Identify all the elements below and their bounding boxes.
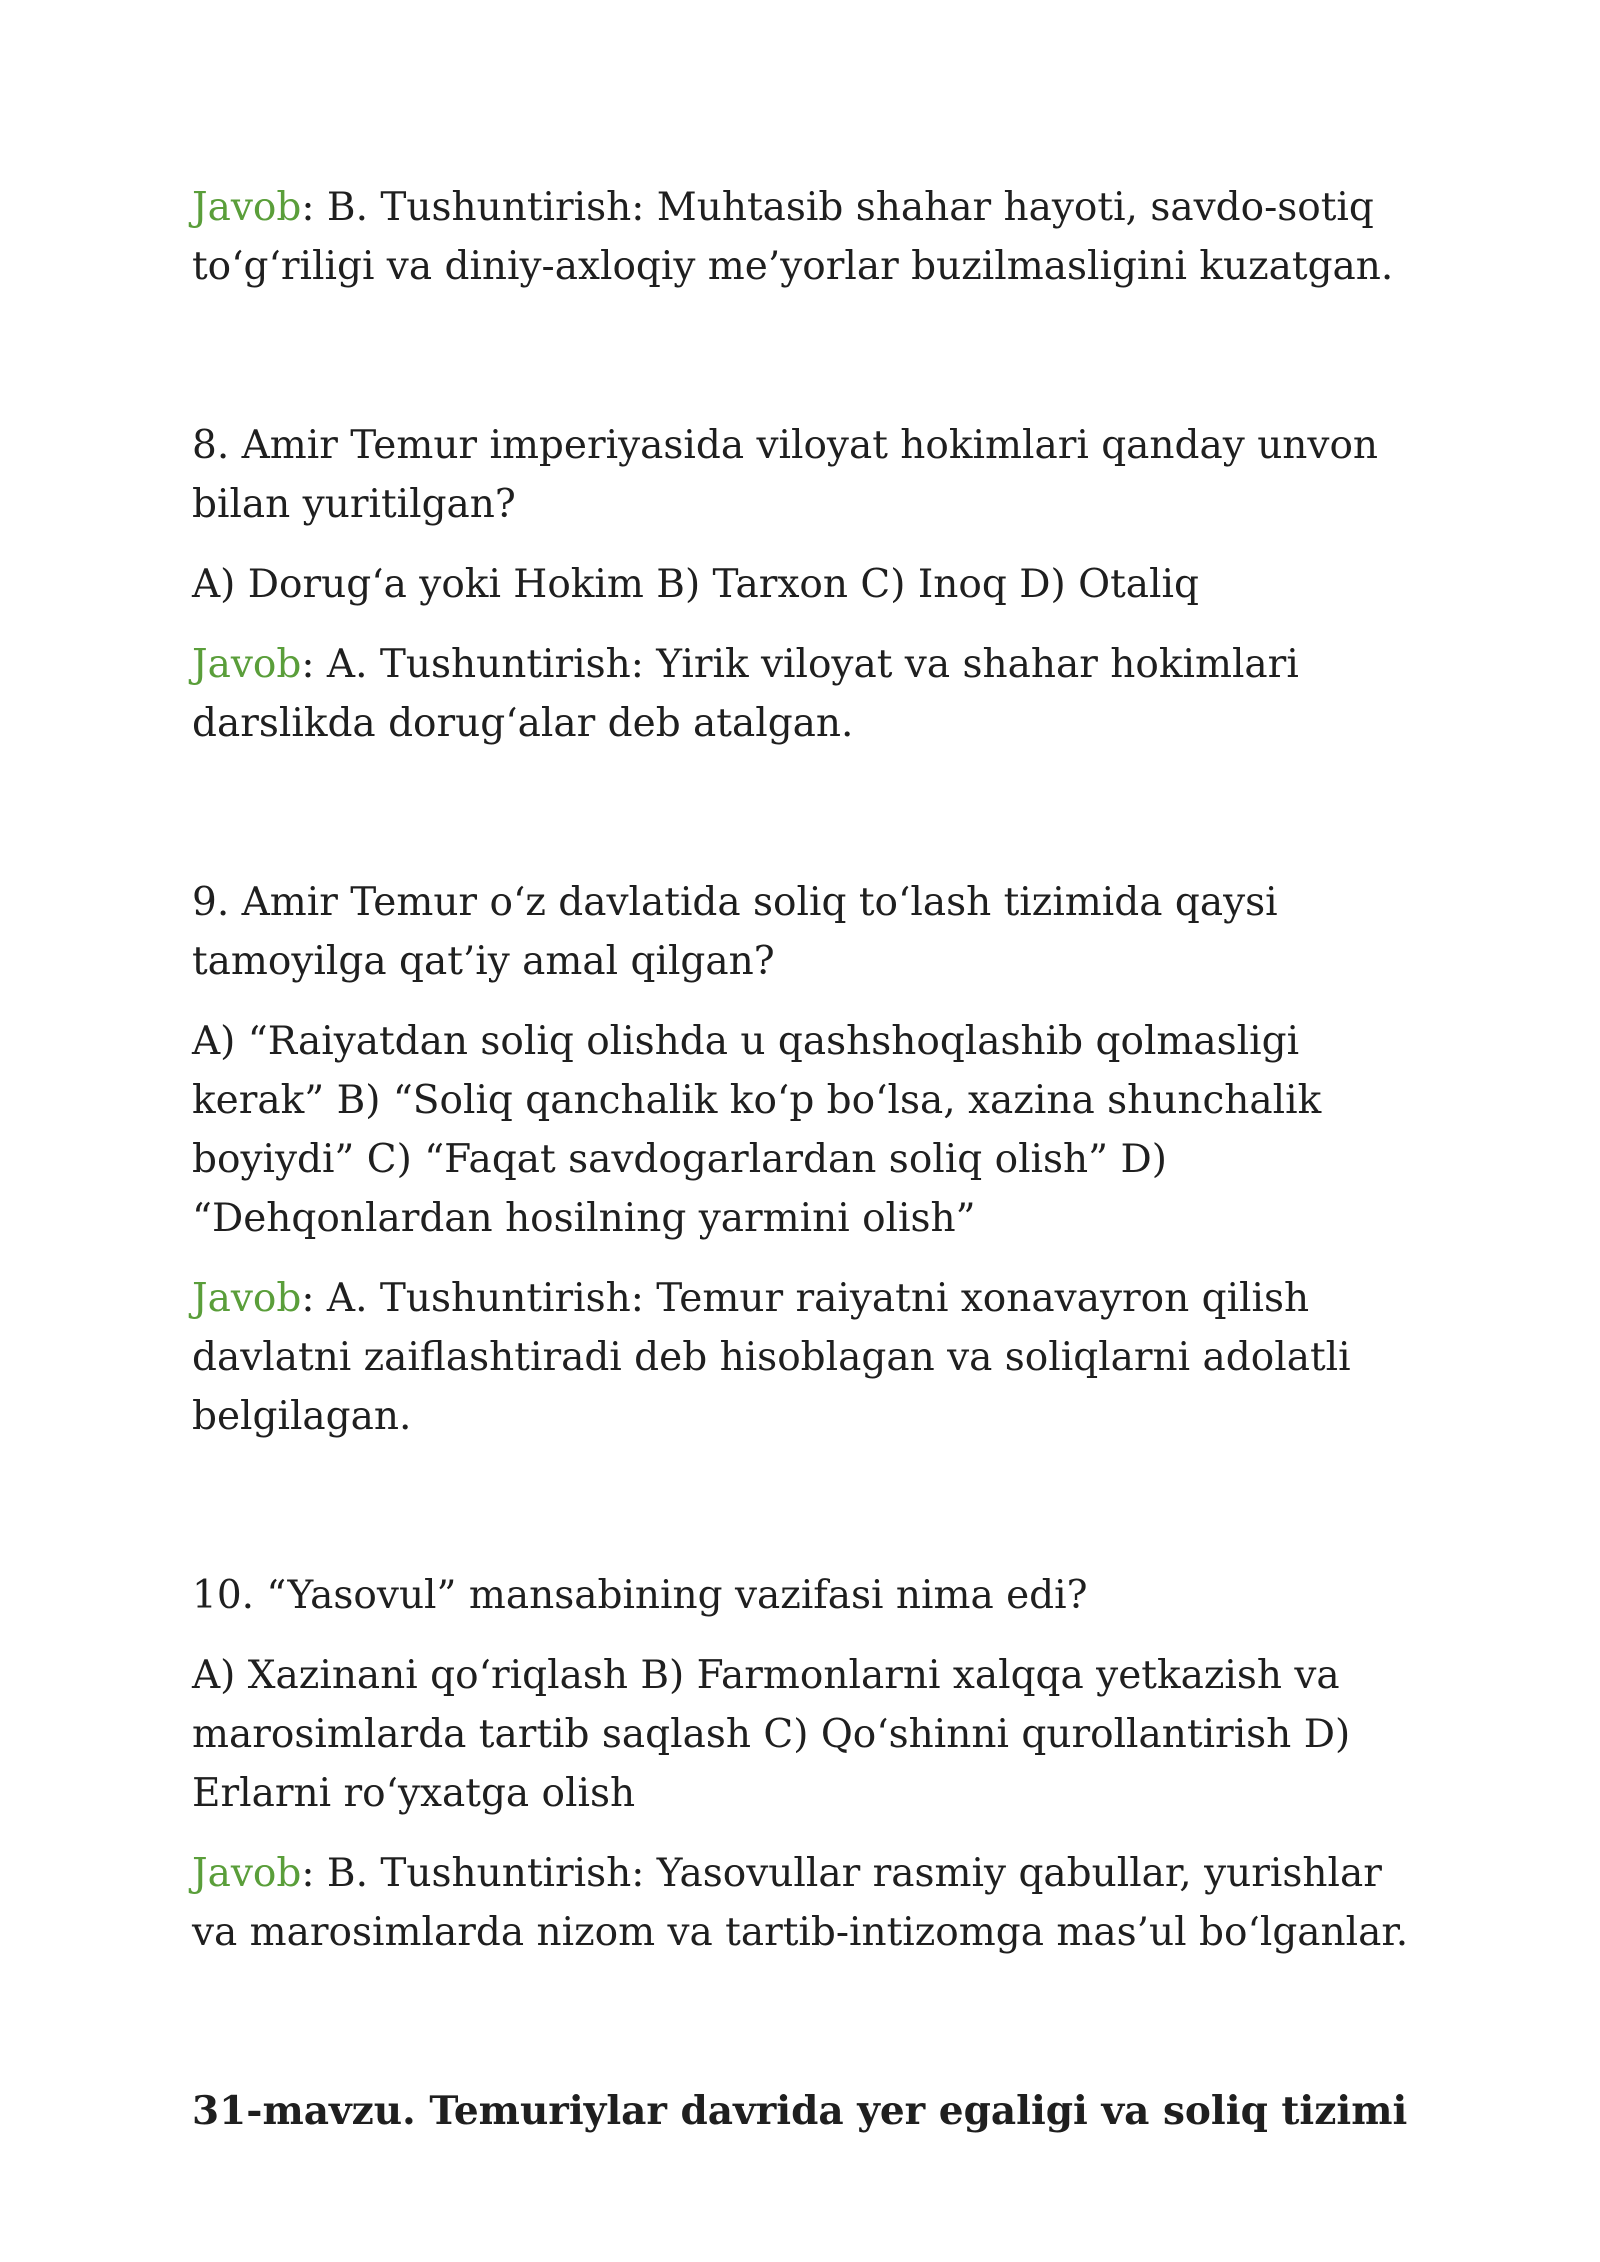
question-text: 8. Amir Temur imperiyasida viloyat hokimlari qanday unvon bilan yuritilgan?	[192, 423, 1379, 527]
question-text: 9. Amir Temur o‘z davlatida soliq to‘lash tizimida qaysi tamoyilga qat’iy amal qilgan?	[192, 880, 1278, 984]
answer-label: Javob	[192, 1276, 302, 1321]
question-block-8	[192, 416, 1422, 753]
answer-8	[192, 635, 1422, 753]
spacer	[192, 1446, 1422, 1566]
document-page	[192, 178, 1422, 2141]
question-options: A) “Raiyatdan soliq olishda u qashshoqlashib qolmasligi kerak” B) “Soliq qanchalik ko‘p bo‘lsa, xazina shunchalik boyiydi” C) “Faqat savdogarlardan soliq olish” D) “Dehqonlardan hosilning yarmini olish”	[192, 1019, 1322, 1241]
answer-text: : A. Tushuntirish: Yirik viloyat va shahar hokimlari darslikda dorug‘alar deb atalgan.	[192, 642, 1299, 746]
spacer	[192, 753, 1422, 873]
section-heading: 31-mavzu. Temuriylar davrida yer egaligi va soliq tizimi	[192, 2088, 1408, 2134]
question-text: 10. “Yasovul” mansabining vazifasi nima edi?	[192, 1573, 1088, 1618]
answer-label: Javob	[192, 642, 302, 687]
answer-text: : B. Tushuntirish: Muhtasib shahar hayoti, savdo-sotiq to‘g‘riligi va diniy-axloqiy me’yorlar buzilmasligini kuzatgan.	[192, 185, 1394, 289]
question-options: A) Xazinani qo‘riqlash B) Farmonlarni xalqqa yetkazish va marosimlarda tartib saqlash C) Qo‘shinni qurollantirish D) Erlarni ro‘yxatga olish	[192, 1653, 1351, 1816]
answer-10	[192, 1844, 1422, 1962]
answer-label: Javob	[192, 1851, 302, 1896]
answer-text: : A. Tushuntirish: Temur raiyatni xonavayron qilish davlatni zaiflashtiradi deb hisoblagan va soliqlarni adolatli belgilagan.	[192, 1276, 1351, 1439]
answer-text: : B. Tushuntirish: Yasovullar rasmiy qabullar, yurishlar va marosimlarda nizom va tartib-intizomga mas’ul bo‘lganlar.	[192, 1851, 1409, 1955]
question-block-9	[192, 873, 1422, 1446]
answer-9	[192, 1269, 1422, 1446]
spacer	[192, 296, 1422, 416]
question-options: A) Dorug‘a yoki Hokim B) Tarxon C) Inoq D) Otaliq	[192, 562, 1199, 607]
answer-7	[192, 178, 1422, 296]
question-block-10	[192, 1566, 1422, 1962]
spacer	[192, 1962, 1422, 2082]
answer-label: Javob	[192, 185, 302, 230]
